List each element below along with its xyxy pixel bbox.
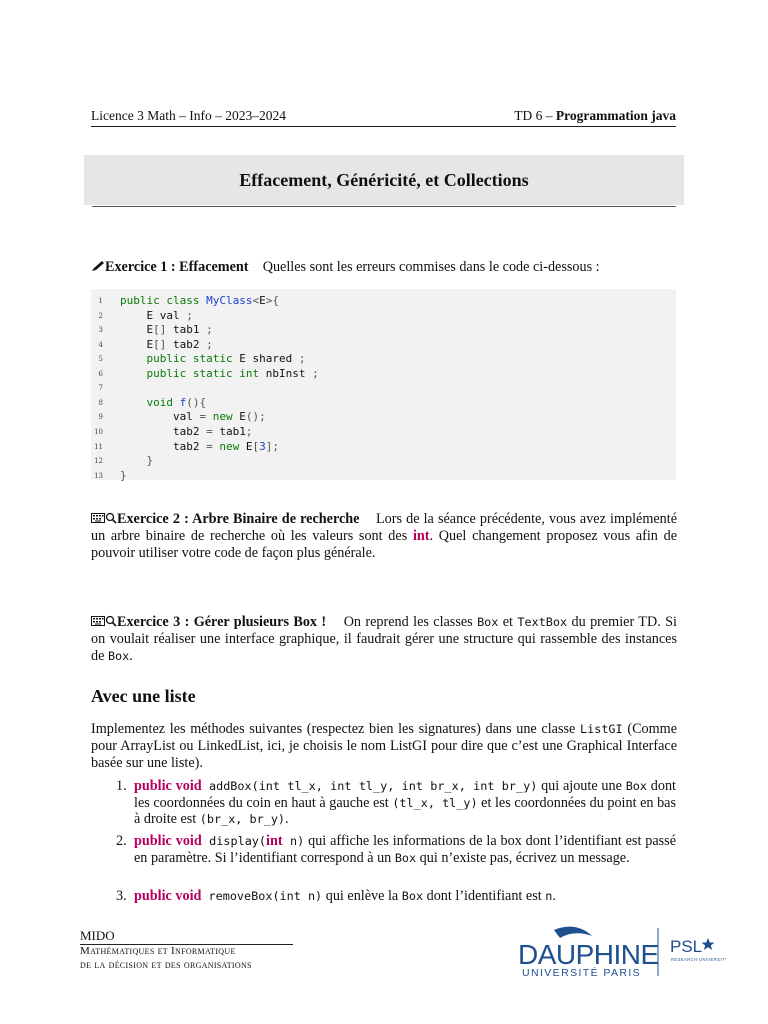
code-token: ; bbox=[245, 424, 253, 438]
header-td-bold: Programmation java bbox=[555, 108, 676, 123]
method-signature-b: n) bbox=[282, 834, 305, 848]
dauphine-psl-logo bbox=[516, 924, 726, 980]
code-text bbox=[120, 425, 252, 438]
line-number: 6 bbox=[98, 369, 103, 378]
code-line bbox=[91, 367, 676, 382]
keyboard-search-icon bbox=[91, 512, 117, 524]
code-coords-br: (br_x, br_y) bbox=[199, 812, 286, 826]
pencil-icon bbox=[91, 260, 105, 272]
code-token: E bbox=[245, 439, 253, 453]
code-token: E bbox=[239, 410, 246, 424]
code-token: < bbox=[252, 294, 260, 307]
item-text-2: qui n’existe pas, écrivez un message. bbox=[416, 849, 630, 866]
method-modifier: public void bbox=[134, 833, 202, 849]
code-line bbox=[91, 410, 676, 425]
line-number: 7 bbox=[98, 384, 103, 393]
code-line bbox=[91, 338, 676, 353]
code-token: = bbox=[206, 439, 220, 453]
code-token: ; bbox=[206, 337, 213, 351]
item-text: qui affiche les informations de la box dont l’identifiant est passé en paramètre. Si l’identifiant correspond à un bbox=[134, 833, 676, 866]
code-token: public class bbox=[120, 294, 207, 307]
code-line bbox=[91, 294, 676, 309]
keyboard-search-icon bbox=[91, 615, 117, 627]
method-signature: addBox(int tl_x, int tl_y, int br_x, int br_y) bbox=[201, 779, 538, 793]
header-td bbox=[514, 108, 676, 124]
code-token: E shared bbox=[239, 352, 299, 366]
method-modifier: public void bbox=[134, 888, 202, 904]
exercise-3-t4: . bbox=[129, 648, 133, 664]
page-title-box bbox=[84, 155, 684, 205]
code-token: } bbox=[120, 468, 127, 482]
exercise-3-t2: et bbox=[498, 614, 518, 630]
list-item-number: 1. bbox=[116, 778, 127, 794]
item-text: qui ajoute une bbox=[537, 778, 626, 794]
method-signature: removeBox(int n) bbox=[201, 889, 323, 903]
code-box-class-5: Box bbox=[401, 889, 424, 903]
code-text bbox=[120, 454, 153, 467]
param-type-keyword: int bbox=[266, 833, 283, 849]
page-header bbox=[91, 108, 676, 127]
code-token: } bbox=[120, 454, 154, 468]
code-line bbox=[91, 352, 676, 367]
code-textbox-class: TextBox bbox=[517, 615, 568, 629]
intro-t2: (Comme pour ArrayList ou LinkedList, ici, je choisis le nom ListGI pour dire que c’est une Graphical Interface basée sur une liste). bbox=[91, 721, 677, 771]
code-token: f bbox=[179, 395, 187, 409]
logo-sub-text: UNIVERSITÉ PARIS bbox=[522, 967, 642, 979]
code-line bbox=[91, 396, 676, 411]
line-number: 13 bbox=[94, 471, 103, 480]
method-modifier: public void bbox=[134, 778, 202, 794]
code-listing bbox=[91, 289, 676, 480]
code-text bbox=[120, 440, 279, 453]
code-token: (){ bbox=[186, 395, 207, 409]
code-text bbox=[120, 323, 213, 336]
code-token: [] bbox=[153, 323, 167, 337]
code-token: tab2 bbox=[120, 439, 207, 453]
code-token: ; bbox=[206, 323, 213, 337]
exercise-1 bbox=[91, 259, 677, 276]
code-token: tab1 bbox=[166, 323, 207, 337]
code-token: E bbox=[120, 323, 154, 337]
logo-main-text: DAUPHINE bbox=[518, 939, 659, 970]
code-text bbox=[120, 469, 127, 482]
code-token: 3 bbox=[259, 439, 266, 453]
code-line bbox=[91, 469, 676, 484]
intro-t1: Implementez les méthodes suivantes (respectez bien les signatures) dans une classe bbox=[91, 721, 581, 737]
code-text bbox=[120, 410, 266, 423]
code-token: = bbox=[206, 424, 220, 438]
code-text bbox=[120, 294, 279, 307]
code-token: public static bbox=[120, 366, 240, 380]
code-text bbox=[120, 309, 193, 322]
line-number: 2 bbox=[98, 311, 103, 320]
logo-icon bbox=[516, 924, 726, 980]
code-param-n: n bbox=[545, 889, 553, 903]
exercise-3-title: Exercice 3 : Gérer plusieurs Box ! bbox=[117, 614, 327, 630]
code-token: [ bbox=[252, 439, 260, 453]
code-token: E bbox=[120, 337, 154, 351]
footer-line-1: Mathématiques et Informatique bbox=[80, 945, 236, 957]
psl-text: PSL bbox=[670, 937, 703, 956]
exercise-2-text-a: Lors de la séance précédente, vous avez implémenté un arbre binaire de recherche où les valeurs sont des bbox=[91, 511, 677, 544]
exercise-1-title: Exercice 1 : Effacement bbox=[105, 259, 249, 275]
line-number: 10 bbox=[94, 427, 103, 436]
code-token: MyClass bbox=[206, 294, 253, 307]
header-course: Licence 3 Math – Info – 2023–2024 bbox=[91, 108, 286, 123]
title-rule bbox=[92, 206, 676, 207]
section-intro bbox=[91, 721, 677, 772]
code-box-class-3: Box bbox=[625, 779, 647, 793]
line-number: 8 bbox=[98, 398, 103, 407]
psl-sub-text: RESEARCH UNIVERSITY bbox=[671, 957, 726, 962]
item-text-4: . bbox=[285, 811, 289, 827]
list-item-body bbox=[134, 778, 676, 828]
code-token: (); bbox=[245, 410, 266, 424]
code-token: tab2 bbox=[120, 424, 207, 438]
code-token: [] bbox=[153, 337, 167, 351]
line-number: 11 bbox=[94, 442, 103, 451]
intro-class-name: ListGI bbox=[580, 722, 623, 736]
item-text: qui enlève la bbox=[322, 888, 402, 904]
code-token: ; bbox=[312, 366, 319, 380]
list-item-body bbox=[134, 833, 676, 866]
code-token: tab1 bbox=[219, 424, 246, 438]
exercise-3-t1: On reprend les classes bbox=[343, 614, 478, 630]
code-line bbox=[91, 425, 676, 440]
code-token: new bbox=[212, 410, 240, 424]
code-line bbox=[91, 309, 676, 324]
code-token: ; bbox=[298, 352, 306, 366]
header-td-prefix: TD 6 – bbox=[514, 108, 556, 123]
line-number: 12 bbox=[94, 457, 103, 466]
code-text bbox=[120, 367, 319, 380]
code-line bbox=[91, 381, 676, 396]
code-coords-tl: (tl_x, tl_y) bbox=[392, 795, 478, 810]
code-token: val bbox=[120, 410, 200, 424]
code-token: ; bbox=[186, 308, 193, 322]
item-text-3: . bbox=[552, 888, 556, 904]
list-item-number: 3. bbox=[116, 888, 127, 904]
exercise-2-text-b: . Quel changement proposez vous afin de pouvoir utiliser votre code de façon plus générale. bbox=[91, 528, 677, 561]
exercise-2 bbox=[91, 511, 677, 562]
footer-mido-subtitle bbox=[80, 944, 252, 972]
list-item-body bbox=[134, 888, 676, 905]
item-text-2: dont les coordonnées du coin en haut à gauche est bbox=[134, 778, 676, 811]
item-text-3: et les coordonnées du point en bas à droite est bbox=[134, 794, 676, 827]
code-token: nbInst bbox=[259, 366, 313, 380]
method-signature-a: display( bbox=[201, 834, 267, 848]
exercise-2-keyword: int bbox=[412, 528, 430, 544]
line-number: 3 bbox=[98, 326, 103, 335]
star-icon bbox=[702, 938, 715, 950]
line-number: 1 bbox=[98, 297, 103, 305]
code-token: public static bbox=[120, 352, 240, 366]
exercise-3 bbox=[91, 614, 677, 665]
code-box-class-4: Box bbox=[394, 850, 417, 865]
page-title: Effacement, Généricité, et Collections bbox=[239, 169, 529, 190]
code-line bbox=[91, 440, 676, 455]
footer-line-2: de la décision et des organisations bbox=[80, 959, 252, 971]
code-text bbox=[120, 338, 213, 351]
code-token: >{ bbox=[265, 294, 279, 307]
footer-mido: MIDO bbox=[80, 928, 115, 943]
code-line bbox=[91, 323, 676, 338]
line-number: 5 bbox=[98, 355, 103, 364]
code-token: ]; bbox=[265, 439, 279, 453]
section-title: Avec une liste bbox=[91, 686, 196, 706]
code-text bbox=[120, 352, 305, 365]
code-text bbox=[120, 396, 206, 409]
exercise-1-text: Quelles sont les erreurs commises dans le code ci-dessous : bbox=[262, 259, 600, 275]
exercise-3-t3: du premier TD. Si on voulait réaliser une interface graphique, il faudrait gérer une structure qui rassemble des instances de bbox=[91, 614, 677, 664]
list-item-number: 2. bbox=[116, 833, 127, 849]
item-text-2: dont l’identifiant est bbox=[423, 888, 546, 904]
code-token: void bbox=[120, 395, 180, 409]
code-line bbox=[91, 454, 676, 469]
code-box-class: Box bbox=[477, 615, 499, 629]
exercise-2-title: Exercice 2 : Arbre Binaire de recherche bbox=[117, 511, 360, 527]
logo-swoosh bbox=[554, 927, 592, 938]
code-token: E val bbox=[120, 308, 187, 322]
line-number: 9 bbox=[98, 413, 103, 422]
code-token: new bbox=[219, 439, 246, 453]
code-box-class-2: Box bbox=[107, 649, 130, 663]
code-token: tab2 bbox=[166, 337, 207, 351]
code-token: = bbox=[199, 410, 213, 424]
code-token: E bbox=[259, 294, 266, 307]
line-number: 4 bbox=[98, 340, 103, 349]
code-token: int bbox=[239, 366, 260, 380]
